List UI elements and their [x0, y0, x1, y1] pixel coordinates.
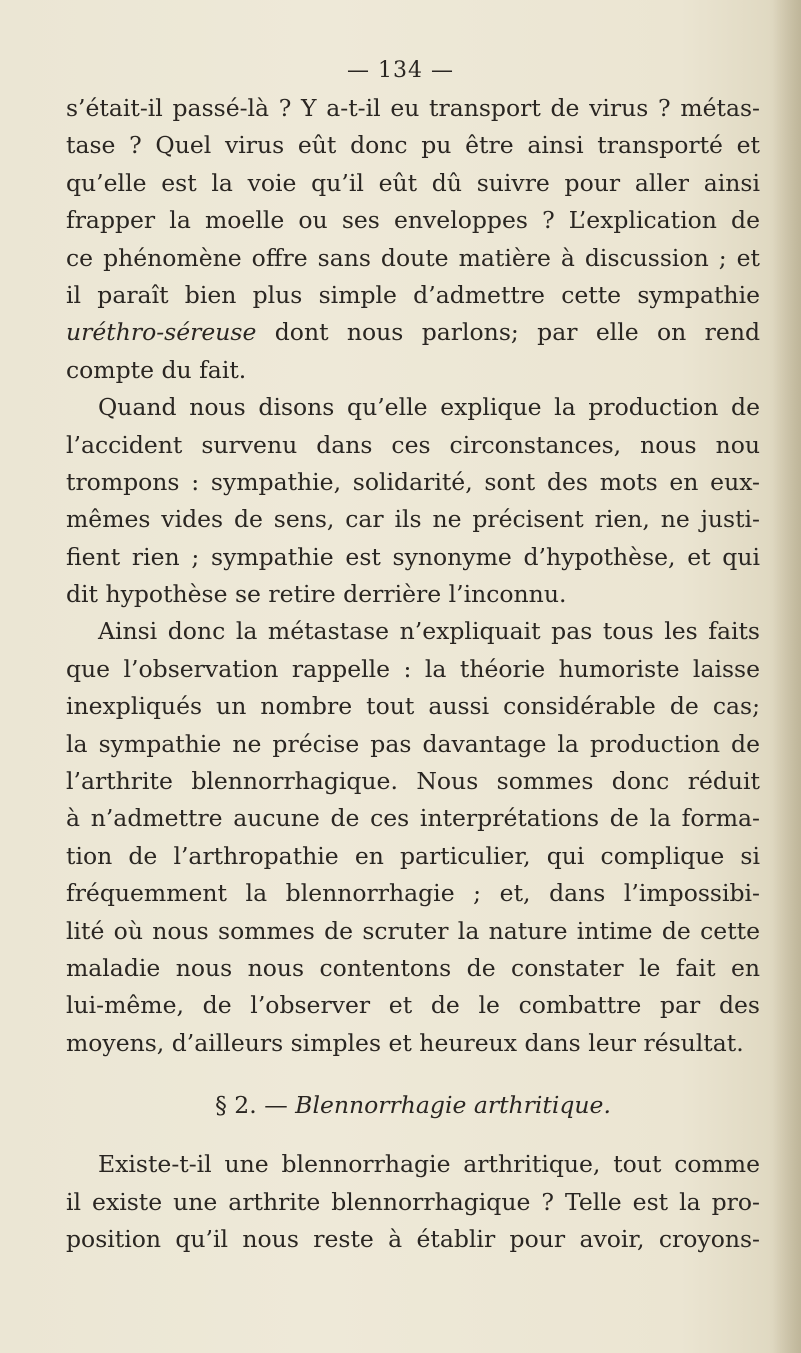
text-line: la sympathie ne précise pas davantage la production de: [66, 729, 760, 758]
text-line: [66, 314, 760, 351]
page-edge-shadow: [773, 0, 801, 1353]
text-line: dit hypothèse se retire derrière l’inconnu.: [66, 580, 567, 609]
text-line: il paraît bien plus simple d’admettre cette sympathie: [66, 280, 760, 309]
text-line: trompons : sympathie, solidarité, sont des mots en eux-: [66, 467, 760, 496]
italic-term: uréthro-séreuse: [66, 318, 257, 347]
text-line: Quand nous disons qu’elle explique la production de: [98, 393, 760, 422]
page-number: — 134 —: [347, 58, 454, 83]
text-line: qu’elle est la voie qu’il eût dû suivre pour aller ainsi: [66, 168, 760, 197]
page-body: [66, 90, 760, 1258]
section-heading: [66, 1070, 760, 1140]
text-line: maladie nous nous contentons de constater le fait en: [66, 953, 760, 982]
text-line: mêmes vides de sens, car ils ne précisent rien, ne justi-: [66, 505, 760, 534]
text-fragment: dont nous parlons; par elle on rend: [256, 318, 760, 347]
section-number: § 2. —: [215, 1091, 296, 1120]
text-line: à n’admettre aucune de ces interprétations de la forma-: [66, 804, 760, 833]
text-line: s’était-il passé-là ? Y a-t-il eu transport de virus ? métas-: [66, 94, 760, 122]
text-line: l’accident survenu dans ces circonstances, nous nou: [66, 430, 760, 459]
text-line: tase ? Quel virus eût donc pu être ainsi transporté et: [66, 131, 760, 160]
text-line: ce phénomène offre sans doute matière à discussion ; et: [66, 243, 760, 272]
text-line: l’arthrite blennorrhagique. Nous sommes donc réduit: [66, 767, 760, 796]
text-line: fréquemment la blennorrhagie ; et, dans l’impossibi-: [66, 879, 760, 908]
text-line: frapper la moelle ou ses enveloppes ? L’explication de: [66, 206, 760, 235]
section-title: Blennorrhagie arthritique.: [295, 1091, 611, 1120]
text-line: compte du fait.: [66, 355, 247, 384]
text-line: il existe une arthrite blennorrhagique ? Telle est la pro-: [66, 1187, 760, 1216]
text-line: que l’observation rappelle : la théorie humoriste laisse: [66, 654, 760, 683]
text-line: fient rien ; sympathie est synonyme d’hypothèse, et qui: [66, 542, 760, 571]
text-line: lité où nous sommes de scruter la nature intime de cette: [66, 916, 760, 945]
text-line: Existe-t-il une blennorrhagie arthritique, tout comme: [98, 1150, 760, 1179]
text-line: moyens, d’ailleurs simples et heureux dans leur résultat.: [66, 1028, 744, 1057]
text-line: Ainsi donc la métastase n’expliquait pas tous les faits: [98, 617, 760, 646]
text-line: position qu’il nous reste à établir pour avoir, croyons-: [66, 1224, 760, 1253]
text-line: lui-même, de l’observer et de le combattre par des: [66, 991, 760, 1020]
text-line: inexpliqués un nombre tout aussi considérable de cas;: [66, 692, 760, 721]
text-line: tion de l’arthropathie en particulier, qui complique si: [66, 841, 760, 870]
